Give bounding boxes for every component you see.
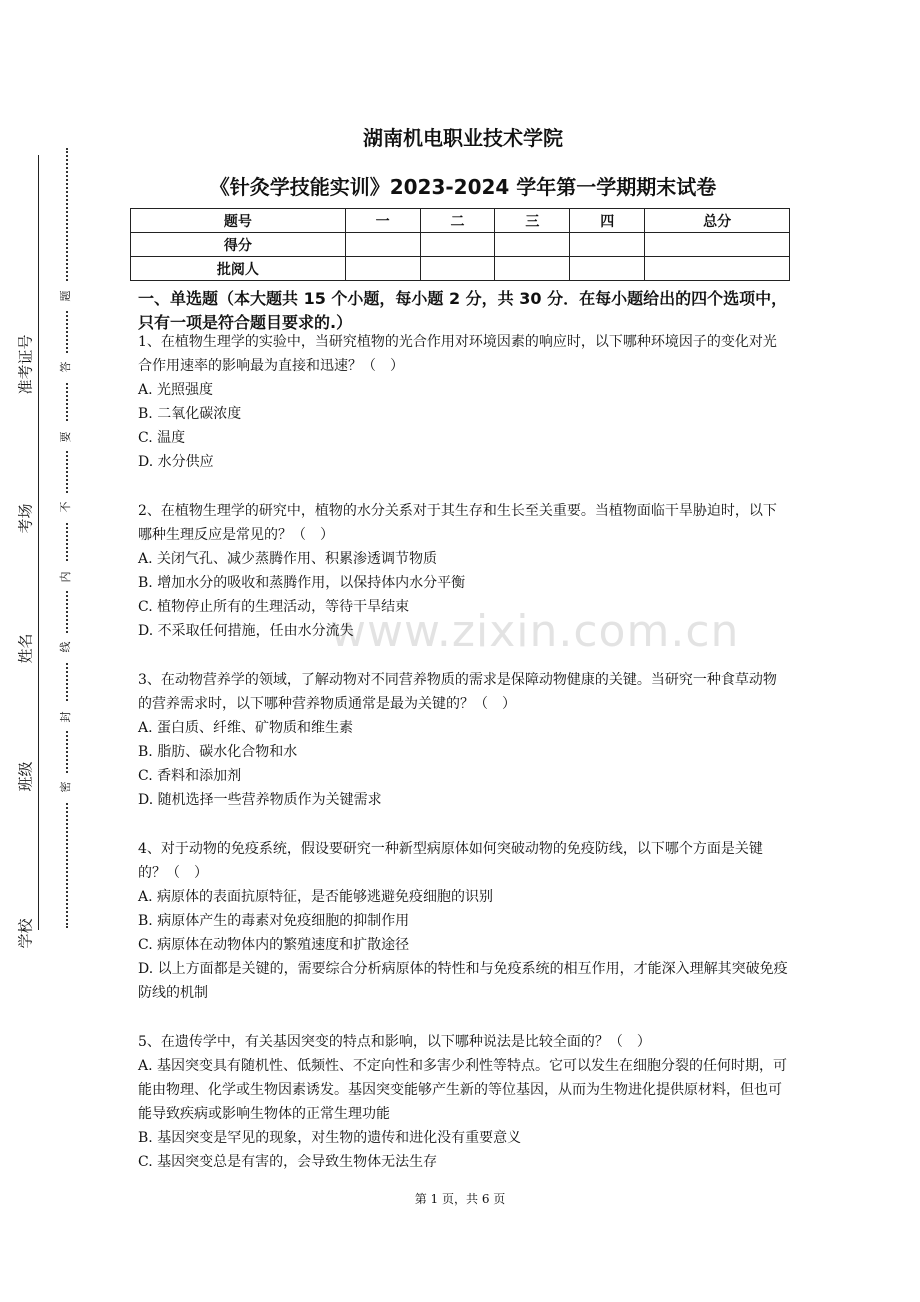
option-a[interactable]: A. 基因突变具有随机性、低频性、不定向性和多害少利性等特点。它可以发生在细胞分裂的任何时期，可能由物理、化学或生物因素诱发。基因突变能够产生新的等位基因，从而为生物进化提供原材料，但也可能导致疾病或影响生物体的正常生理功能	[138, 1058, 788, 1122]
option-a[interactable]: A. 病原体的表面抗原特征，是否能够逃避免疫细胞的识别	[138, 889, 494, 905]
score-table	[130, 208, 790, 281]
field-school: 学校	[16, 918, 35, 949]
option-b[interactable]: B. 病原体产生的毒素对免疫细胞的抑制作用	[138, 913, 410, 929]
row-header: 得分	[131, 233, 346, 257]
option-a[interactable]: A. 光照强度	[138, 382, 214, 398]
score-cell[interactable]	[570, 233, 645, 257]
score-cell[interactable]	[420, 233, 495, 257]
binding-solid-line	[38, 155, 39, 930]
question-4	[138, 837, 788, 1005]
option-d[interactable]: D. 水分供应	[138, 454, 214, 470]
column-header: 二	[420, 209, 495, 233]
seal-char: 不	[59, 493, 73, 521]
column-header: 四	[570, 209, 645, 233]
binding-margin	[0, 0, 120, 1302]
question-1	[138, 330, 788, 474]
field-exam-room: 考场	[16, 503, 35, 534]
field-class: 班级	[16, 761, 35, 792]
section-heading: 一、单选题（本大题共 15 个小题，每小题 2 分，共 30 分．在每小题给出的四个选项中，只有一项是符合题目要求的.）	[138, 289, 788, 332]
seal-char: 答	[59, 353, 73, 381]
school-name: 湖南机电职业技术学院	[363, 126, 563, 150]
field-name: 姓名	[16, 633, 35, 664]
question-stem: 3、在动物营养学的领域，了解动物对不同营养物质的需求是保障动物健康的关键。当研究一种食草动物的营养需求时，以下哪种营养物质通常是最为关键的？（ ）	[138, 672, 777, 712]
option-c[interactable]: C. 病原体在动物体内的繁殖速度和扩散途径	[138, 937, 410, 953]
seal-char: 线	[59, 633, 73, 661]
score-header-row	[131, 209, 790, 233]
option-d[interactable]: D. 随机选择一些营养物质作为关键需求	[138, 792, 382, 808]
option-c[interactable]: C. 香料和添加剂	[138, 768, 242, 784]
question-2	[138, 499, 788, 643]
score-cell[interactable]	[495, 233, 570, 257]
seal-char: 密	[59, 773, 73, 801]
question-3	[138, 668, 788, 812]
seal-char: 封	[59, 703, 73, 731]
score-cell[interactable]	[345, 233, 420, 257]
grader-cell[interactable]	[645, 257, 790, 281]
option-b[interactable]: B. 基因突变是罕见的现象，对生物的遗传和进化没有重要意义	[138, 1130, 522, 1146]
question-stem: 2、在植物生理学的研究中，植物的水分关系对于其生存和生长至关重要。当植物面临干旱胁迫时，以下哪种生理反应是常见的？（ ）	[138, 503, 777, 543]
option-d[interactable]: D. 不采取任何措施，任由水分流失	[138, 623, 354, 639]
option-b[interactable]: B. 增加水分的吸收和蒸腾作用，以保持体内水分平衡	[138, 575, 466, 591]
watermark: www.zixin.com.cn	[330, 606, 740, 657]
question-stem: 5、在遗传学中，有关基因突变的特点和影响，以下哪种说法是比较全面的？（ ）	[138, 1034, 651, 1050]
score-cell[interactable]	[645, 233, 790, 257]
score-row	[131, 233, 790, 257]
seal-char: 内	[59, 563, 73, 591]
seal-char: 题	[59, 282, 73, 310]
option-c[interactable]: C. 基因突变总是有害的，会导致生物体无法生存	[138, 1154, 438, 1170]
option-b[interactable]: B. 二氧化碳浓度	[138, 406, 242, 422]
option-c[interactable]: C. 温度	[138, 430, 186, 446]
option-c[interactable]: C. 植物停止所有的生理活动，等待干旱结束	[138, 599, 410, 615]
option-d[interactable]: D. 以上方面都是关键的，需要综合分析病原体的特性和与免疫系统的相互作用，才能深入理解其突破免疫防线的机制	[138, 961, 788, 1001]
exam-title: 《针灸学技能实训》2023-2024 学年第一学期期末试卷	[209, 175, 717, 199]
seal-dotted-line	[66, 148, 68, 928]
grader-row	[131, 257, 790, 281]
option-a[interactable]: A. 关闭气孔、减少蒸腾作用、积累渗透调节物质	[138, 551, 438, 567]
field-exam-number: 准考证号	[16, 334, 35, 395]
question-5	[138, 1030, 788, 1174]
page-footer: 第 1 页，共 6 页	[414, 1192, 506, 1206]
option-b[interactable]: B. 脂肪、碳水化合物和水	[138, 744, 298, 760]
seal-char: 要	[59, 423, 73, 451]
column-header: 三	[495, 209, 570, 233]
option-a[interactable]: A. 蛋白质、纤维、矿物质和维生素	[138, 720, 354, 736]
column-header: 题号	[131, 209, 346, 233]
row-header: 批阅人	[131, 257, 346, 281]
question-stem: 1、在植物生理学的实验中，当研究植物的光合作用对环境因素的响应时，以下哪种环境因子的变化对光合作用速率的影响最为直接和迅速？（ ）	[138, 334, 777, 374]
grader-cell[interactable]	[495, 257, 570, 281]
column-header: 一	[345, 209, 420, 233]
grader-cell[interactable]	[345, 257, 420, 281]
grader-cell[interactable]	[570, 257, 645, 281]
question-stem: 4、对于动物的免疫系统，假设要研究一种新型病原体如何突破动物的免疫防线，以下哪个方面是关键的？（ ）	[138, 841, 763, 881]
grader-cell[interactable]	[420, 257, 495, 281]
column-header: 总分	[645, 209, 790, 233]
